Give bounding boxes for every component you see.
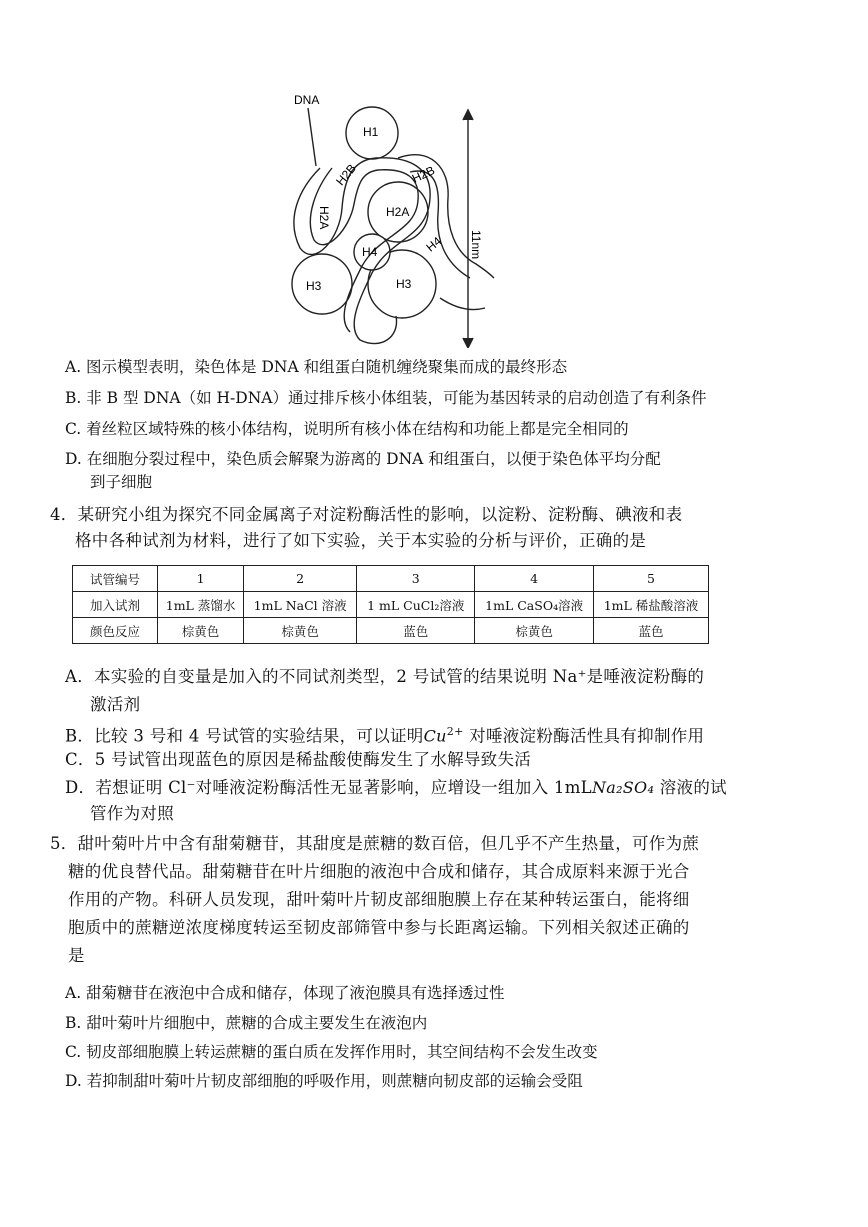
q4-option-d-text: D．若想证明 Cl⁻对唾液淀粉酶活性无显著影响，应增设一组加入 1mL bbox=[65, 778, 592, 797]
table-cell: 4 bbox=[475, 566, 594, 592]
table-cell: 1mL 稀盐酸溶液 bbox=[594, 592, 709, 618]
q4-option-a-line1: A．本实验的自变量是加入的不同试剂类型，2 号试管的结果说明 Na⁺是唾液淀粉酶的 bbox=[65, 667, 705, 686]
table-cell: 1 bbox=[158, 566, 244, 592]
h2a-left-label: H2A bbox=[317, 206, 331, 230]
h2b-right-label: H2B bbox=[409, 163, 437, 186]
h3-left-label: H3 bbox=[306, 279, 322, 293]
q5-option-a: A. 甜菊糖苷在液泡中合成和储存，体现了液泡膜具有选择透过性 bbox=[65, 984, 505, 1002]
q4-option-a-line2: 激活剂 bbox=[90, 695, 141, 714]
q5-stem-line4: 胞质中的蔗糖逆浓度梯度转运至韧皮部筛管中参与长距离运输。下列相关叙述正确的 bbox=[68, 918, 690, 937]
table-cell: 3 bbox=[357, 566, 475, 592]
q4-stem-line2: 格中各种试剂为材料，进行了如下实验，关于本实验的分析与评价，正确的是 bbox=[75, 531, 647, 550]
table-row bbox=[73, 618, 709, 644]
q5-stem-line3: 作用的产物。科研人员发现，甜叶菊叶片韧皮部细胞膜上存在某种转运蛋白，能将细 bbox=[68, 890, 690, 909]
q3-option-d-line2: 到子细胞 bbox=[90, 473, 153, 491]
size-label: 11nm bbox=[469, 230, 483, 260]
h2b-left-label: H2B bbox=[333, 161, 359, 189]
table-cell: 1 mL CuCl₂溶液 bbox=[357, 592, 475, 618]
table-cell: 加入试剂 bbox=[73, 592, 158, 618]
q3-option-b: B. 非 B 型 DNA（如 H-DNA）通过排斥核小体组装，可能为基因转录的启动创造了有利条件 bbox=[65, 389, 707, 407]
q3-option-c: C. 着丝粒区域特殊的核小体结构，说明所有核小体在结构和功能上都是完全相同的 bbox=[65, 420, 629, 438]
h1-label: H1 bbox=[363, 125, 379, 139]
cu-ion-charge: 2+ bbox=[446, 725, 464, 738]
q4-option-b-text: B．比较 3 号和 4 号试管的实验结果，可以证明 bbox=[65, 726, 424, 746]
experiment-table bbox=[72, 565, 709, 644]
h3-center-label: H3 bbox=[396, 277, 412, 291]
q4-option-b-tail: 对唾液淀粉酶活性具有抑制作用 bbox=[469, 726, 705, 746]
q5-stem-line5: 是 bbox=[68, 946, 85, 965]
q4-option-c: C．5 号试管出现蓝色的原因是稀盐酸使酶发生了水解导致失活 bbox=[65, 750, 532, 769]
q5-option-d: D. 若抑制甜叶菊叶片韧皮部细胞的呼吸作用，则蔗糖向韧皮部的运输会受阻 bbox=[65, 1072, 583, 1090]
q4-stem-line1: 4．某研究小组为探究不同金属离子对淀粉酶活性的影响，以淀粉、淀粉酶、碘液和表 bbox=[50, 505, 683, 524]
table-cell: 棕黄色 bbox=[244, 618, 357, 644]
table-cell: 1mL NaCl 溶液 bbox=[244, 592, 357, 618]
q3-option-a: A. 图示模型表明，染色体是 DNA 和组蛋白随机缠绕聚集而成的最终形态 bbox=[65, 358, 568, 376]
table-cell: 棕黄色 bbox=[475, 618, 594, 644]
h4-left-label: H4 bbox=[362, 245, 378, 259]
na2so4-formula: Na₂SO₄ bbox=[591, 778, 655, 797]
q3-option-d-line1: D. 在细胞分裂过程中，染色质会解聚为游离的 DNA 和组蛋白，以便于染色体平均分配 bbox=[65, 450, 661, 468]
table-cell: 蓝色 bbox=[357, 618, 475, 644]
h2a-center-label: H2A bbox=[386, 205, 410, 219]
q4-option-d-line2: 管作为对照 bbox=[90, 804, 174, 823]
table-cell: 蓝色 bbox=[594, 618, 709, 644]
table-cell: 颜色反应 bbox=[73, 618, 158, 644]
table-cell: 1mL 蒸馏水 bbox=[158, 592, 244, 618]
q5-stem-line1: 5．甜叶菊叶片中含有甜菊糖苷，其甜度是蔗糖的数百倍，但几乎不产生热量，可作为蔗 bbox=[50, 834, 700, 853]
h4-right-label: H4 bbox=[423, 233, 445, 255]
table-cell: 棕黄色 bbox=[158, 618, 244, 644]
table-row bbox=[73, 592, 709, 618]
q5-option-c: C. 韧皮部细胞膜上转运蔗糖的蛋白质在发挥作用时，其空间结构不会发生改变 bbox=[65, 1043, 598, 1061]
q5-option-b: B. 甜叶菊叶片细胞中，蔗糖的合成主要发生在液泡内 bbox=[65, 1014, 428, 1032]
table-cell: 5 bbox=[594, 566, 709, 592]
q5-stem-line2: 糖的优良替代品。甜菊糖苷在叶片细胞的液泡中合成和储存，其合成原料来源于光合 bbox=[68, 862, 690, 881]
table-cell: 1mL CaSO₄溶液 bbox=[475, 592, 594, 618]
q4-option-d-tail: 溶液的试 bbox=[659, 778, 727, 797]
nucleosome-diagram bbox=[280, 88, 500, 348]
dna-label: DNA bbox=[294, 93, 320, 107]
table-header-row bbox=[73, 566, 709, 592]
table-cell: 试管编号 bbox=[73, 566, 158, 592]
cu-ion-formula: Cu bbox=[423, 726, 447, 746]
table-cell: 2 bbox=[244, 566, 357, 592]
